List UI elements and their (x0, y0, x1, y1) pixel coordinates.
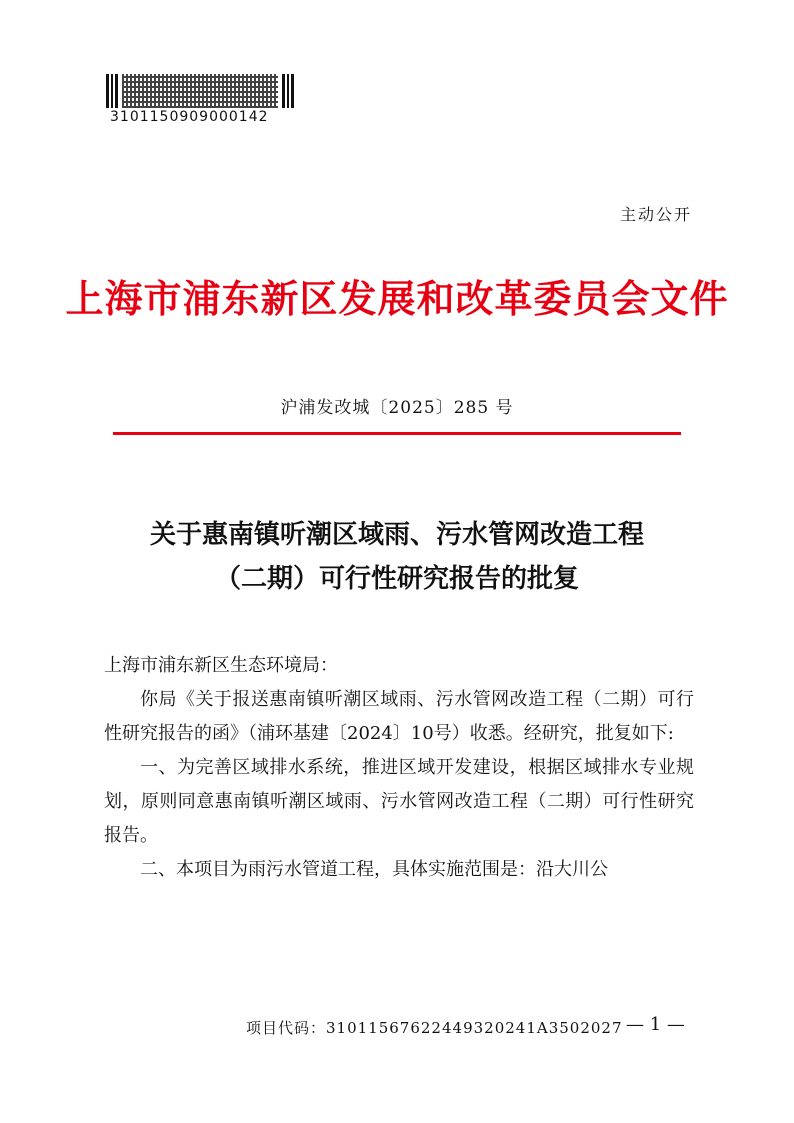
document-number: 沪浦发改城〔2025〕285 号 (280, 398, 514, 418)
body-paragraph: 一、为完善区域排水系统，推进区域开发建设，根据区域排水专业规划，原则同意惠南镇听潮区域雨、污水管网改造工程（二期）可行性研究报告。 (104, 757, 694, 846)
barcode-bar (291, 74, 294, 108)
project-code: 项目代码：31011567622449320241A3502027 (246, 1019, 623, 1037)
document-body (104, 649, 694, 887)
barcode (106, 74, 294, 108)
document-title-line-1: 关于惠南镇听潮区域雨、污水管网改造工程 (149, 520, 644, 550)
barcode-bar (287, 74, 289, 108)
red-divider-line (113, 432, 681, 435)
salutation: 上海市浦东新区生态环境局： (104, 655, 338, 676)
barcode-number: 3101150909000142 (110, 109, 269, 125)
page-number: — 1 — (626, 1014, 685, 1035)
barcode-bar (111, 74, 113, 108)
body-paragraph: 你局《关于报送惠南镇听潮区域雨、污水管网改造工程（二期）可行性研究报告的函》（浦环基建〔2024〕10号）收悉。经研究，批复如下: (104, 689, 694, 744)
issuing-organization-title: 上海市浦东新区发展和改革委员会文件 (65, 276, 729, 321)
disclosure-label: 主动公开 (619, 205, 692, 224)
barcode-bar (106, 74, 109, 108)
document-title-line-2: （二期）可行性研究报告的批复 (214, 564, 579, 594)
barcode-pattern (122, 74, 278, 108)
barcode-bar (115, 74, 118, 108)
body-paragraph: 二、本项目为雨污水管道工程，具体实施范围是：沿大川公 (140, 859, 608, 880)
document-title (0, 513, 794, 601)
barcode-bar (282, 74, 285, 108)
